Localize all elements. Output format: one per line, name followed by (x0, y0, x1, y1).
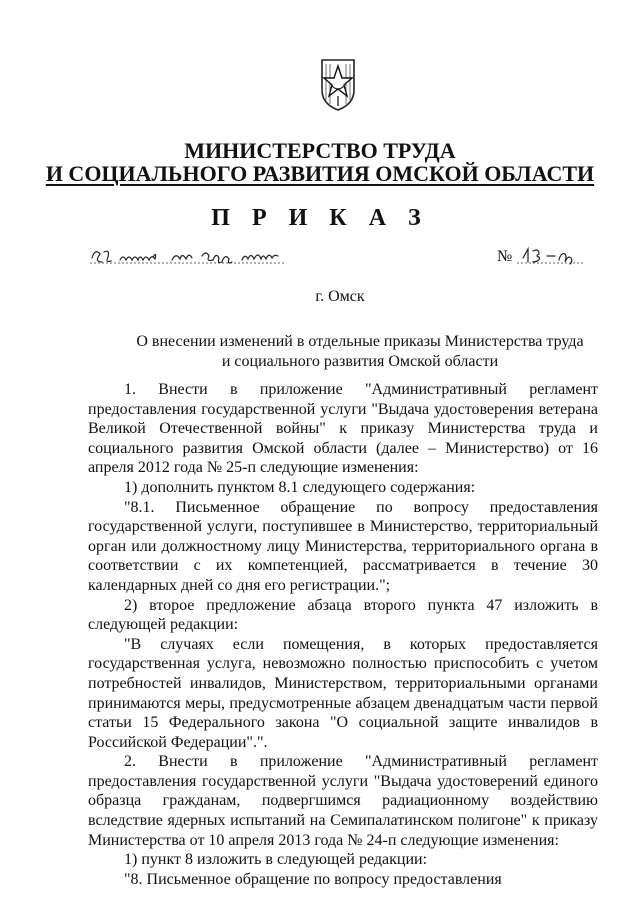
ministry-title-line1: МИНИСТЕРСТВО ТРУДА (184, 138, 456, 163)
coat-of-arms-icon (318, 56, 358, 112)
body-paragraph: "8. Письменное обращение по вопросу предоставления (124, 870, 502, 888)
body-paragraph: 1) пункт 8 изложить в следующей редакции: (124, 851, 428, 869)
body-paragraph: 2) второе предложение абзаца второго пункта 47 изложить в следующей редакции: (88, 596, 598, 634)
body-paragraph: "В случаях если помещения, в которых предоставляется государственная услуга, невозможно полностью приспособить с учетом потребностей инвалидов, Министерством, территориальными органами принимаются меры, предусмотренные абзацем двенадцатым части первой статьи 15 Федерального закона "О социальной защите инвалидов в Российской Федерации".". (88, 635, 598, 751)
order-subject (120, 332, 600, 372)
body-paragraph: 2. Внести в приложение "Административный регламент предоставления государственной услуги "Выдача удостоверений единого образца гражданам, подвергшимся радиационному воздействию вследствие ядерных испытаний на Семипалатинском полигоне" к приказу Министерства от 10 апреля 2013 года № 24-п следующие изменения: (88, 753, 598, 849)
order-subject-line1: О внесении изменений в отдельные приказы Министерства труда (136, 333, 584, 350)
handwritten-date (90, 242, 290, 268)
order-subject-line2: и социального развития Омской области (221, 353, 499, 370)
handwritten-order-number (517, 244, 587, 268)
order-number-label: № (497, 248, 513, 265)
body-paragraph: "8.1. Письменное обращение по вопросу предоставления государственной услуги, поступившее в Министерство, территориальный орган или должностному лицу Министерства, территориального органа в соответствии с их компетенцией, рассматривается в течение 30 календарных дней со дня его регистрации."; (88, 498, 598, 594)
ministry-title-line2-text: И СОЦИАЛЬНОГО РАЗВИТИЯ ОМСКОЙ ОБЛАСТИ (45, 161, 595, 186)
ministry-title-line2 (0, 162, 640, 186)
order-body (88, 380, 598, 889)
body-paragraph: 1. Внести в приложение "Административный регламент предоставления государственной услуги "Выдача удостоверения ветерана Великой Отечественной войны" к приказу Министерства труда и социального развития Омской области (далее – Министерство) от 16 апреля 2012 года № 25-п следующие изменения: (88, 381, 598, 477)
document-type-title: П Р И К А З (211, 205, 429, 231)
body-paragraph: 1) дополнить пунктом 8.1 следующего содержания: (124, 478, 476, 496)
city: г. Омск (315, 288, 365, 305)
